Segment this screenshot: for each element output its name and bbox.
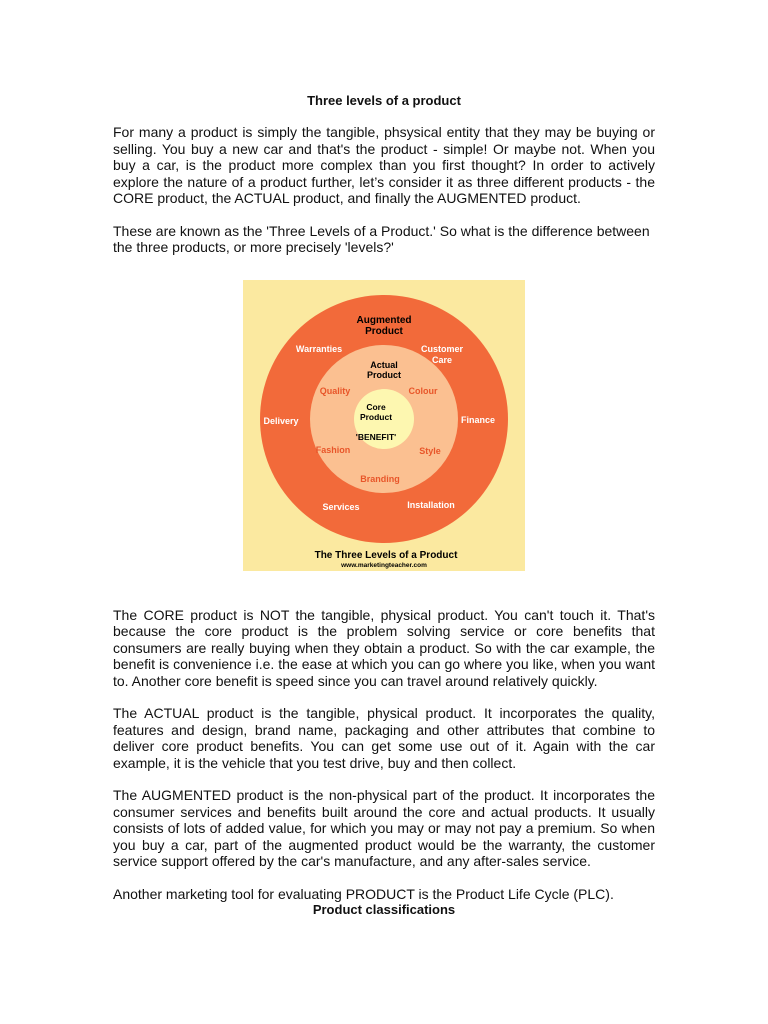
augmented-item-delivery: Delivery bbox=[263, 415, 299, 426]
three-levels-diagram bbox=[243, 280, 525, 571]
augmented-item-warranties: Warranties bbox=[295, 343, 343, 354]
augmented-item-care: Care bbox=[431, 354, 453, 365]
core-heading-line-1: Core bbox=[366, 401, 386, 412]
diagram-caption: The Three Levels of a Product bbox=[314, 549, 458, 561]
actual-item-branding: Branding bbox=[360, 473, 400, 484]
paragraph-actual: The ACTUAL product is the tangible, physical product. It incorporates the quality, features and design, brand name, packaging and other attributes that combine to deliver core product benefits. You can get some use out of it. Again with the car example, it is the vehicle that you test drive, buy and then collect. bbox=[113, 705, 655, 771]
augmented-item-installation: Installation bbox=[407, 499, 455, 510]
paragraph-augmented: The AUGMENTED product is the non-physical part of the product. It incorporates the consumer services and benefits built around the core and actual products. It usually consists of lots of added value, for which you may or may not pay a premium. So when you buy a car, part of the augmented product would be the warranty, the customer service support offered by the car's manufacture, and any after-sales service. bbox=[113, 787, 655, 869]
document-page bbox=[113, 93, 655, 918]
actual-item-colour: Colour bbox=[408, 385, 438, 396]
paragraph-plc: Another marketing tool for evaluating PRODUCT is the Product Life Cycle (PLC). bbox=[113, 885, 614, 902]
actual-item-fashion: Fashion bbox=[315, 444, 351, 455]
augmented-item-finance: Finance bbox=[460, 414, 496, 425]
core-benefit: 'BENEFIT' bbox=[355, 431, 397, 442]
paragraph-intro-1: For many a product is simply the tangible, phsysical entity that they may be buying or selling. You buy a new car and that's the product - simple! Or maybe not. When you buy a car, is the product more complex than you first thought? In order to actively explore the nature of a product further, let’s consider it as three different products - the CORE product, the ACTUAL product, and finally the AUGMENTED product. bbox=[113, 124, 655, 206]
page-title: Three levels of a product bbox=[307, 93, 461, 108]
section-title: Product classifications bbox=[312, 902, 456, 917]
actual-heading-line-1: Actual bbox=[370, 359, 398, 370]
augmented-item-customer: Customer bbox=[420, 343, 464, 354]
paragraph-intro-2: These are known as the 'Three Levels of a Product.' So what is the difference between the three products, or more precisely 'levels?' bbox=[113, 222, 650, 255]
paragraph-core: The CORE product is NOT the tangible, physical product. You can't touch it. That's because the core product is the problem solving service or core benefits that consumers are really buying when they obtain a product. So with the car example, the benefit is convenience i.e. the ease at which you can go where you like, when you want to. Another core benefit is speed since you can travel around relatively quickly. bbox=[113, 606, 655, 689]
actual-heading-line-2: Product bbox=[366, 369, 402, 380]
augmented-heading-line-2: Product bbox=[365, 325, 403, 337]
augmented-heading-line-1: Augmented bbox=[356, 314, 412, 326]
core-heading-line-2: Product bbox=[359, 411, 393, 422]
augmented-item-services: Services bbox=[322, 501, 360, 512]
three-levels-svg bbox=[243, 280, 525, 571]
diagram-source: www.marketingteacher.com bbox=[341, 561, 427, 569]
actual-item-style: Style bbox=[419, 445, 441, 456]
actual-item-quality: Quality bbox=[319, 385, 351, 396]
